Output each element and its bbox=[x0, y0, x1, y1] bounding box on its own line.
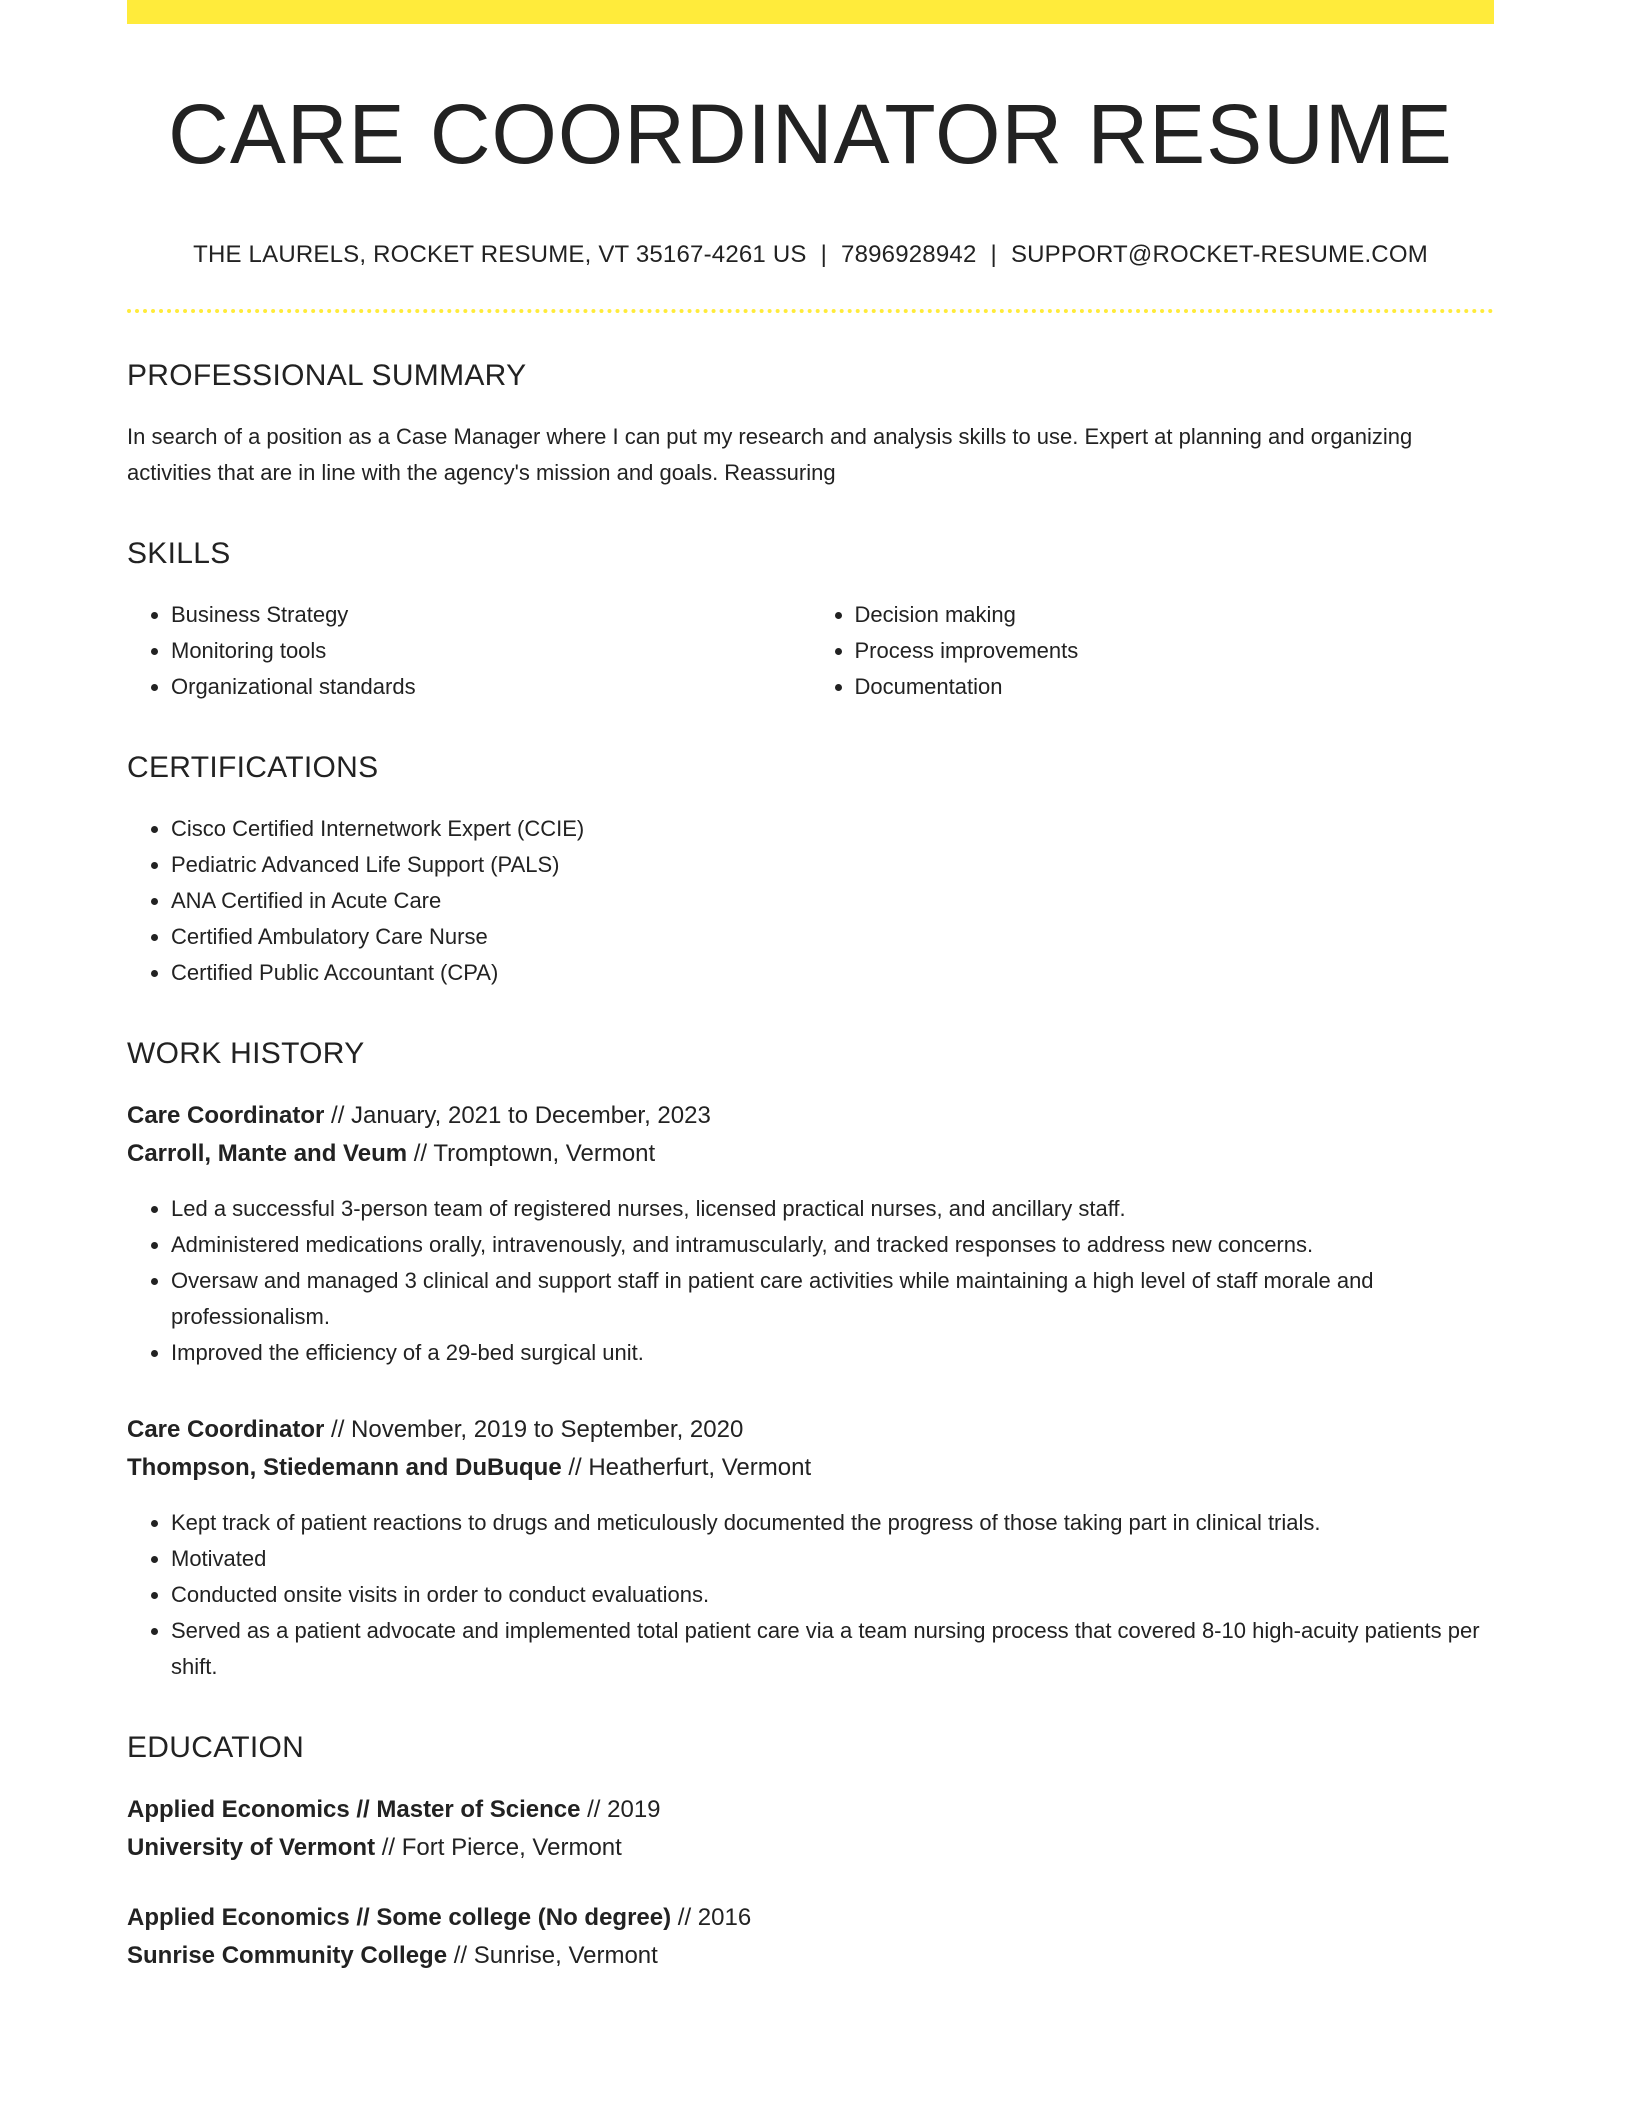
job-company-line bbox=[127, 1449, 1494, 1487]
job-dates: // January, 2021 to December, 2023 bbox=[324, 1101, 711, 1129]
job-title: Care Coordinator bbox=[127, 1415, 325, 1443]
certification-item: • Cisco Certified Internetwork Expert (CCIE) bbox=[171, 811, 1494, 847]
job-title-line bbox=[127, 1411, 1494, 1449]
page-title: CARE COORDINATOR RESUME bbox=[168, 87, 1453, 181]
job-location: // Heatherfurt, Vermont bbox=[561, 1453, 812, 1481]
education-school: University of Vermont bbox=[127, 1833, 376, 1861]
education-entry bbox=[127, 1791, 1494, 1867]
job-bullet: • Served as a patient advocate and implemented total patient care via a team nursing process that covered 8-10 high-acuity patients per shift. bbox=[171, 1613, 1494, 1685]
job-bullet: • Motivated bbox=[171, 1541, 1494, 1577]
contact-separator: | bbox=[820, 240, 828, 268]
certifications-list bbox=[127, 811, 1494, 991]
certifications-section bbox=[127, 751, 1494, 991]
skills-section bbox=[127, 537, 1494, 705]
education-heading: EDUCATION bbox=[127, 1730, 305, 1764]
contact-phone[interactable]: 7896928942 bbox=[841, 240, 977, 268]
skill-item: • Business Strategy bbox=[171, 597, 811, 633]
skill-item: • Decision making bbox=[855, 597, 1495, 633]
education-degree: Applied Economics // Master of Science bbox=[127, 1795, 581, 1823]
contact-email[interactable]: SUPPORT@ROCKET-RESUME.COM bbox=[1010, 240, 1428, 268]
job-bullet: • Kept track of patient reactions to drugs and meticulously documented the progress of those taking part in clinical trials. bbox=[171, 1505, 1494, 1541]
skills-columns bbox=[127, 597, 1494, 705]
education-degree: Applied Economics // Some college (No degree) bbox=[127, 1903, 672, 1931]
education-school: Sunrise Community College bbox=[127, 1941, 448, 1969]
job-bullet: • Administered medications orally, intravenously, and intramuscularly, and tracked responses to address new concerns. bbox=[171, 1227, 1494, 1263]
resume-page bbox=[127, 0, 1494, 1975]
certification-item: • Certified Public Accountant (CPA) bbox=[171, 955, 1494, 991]
education-location: // Sunrise, Vermont bbox=[447, 1941, 658, 1969]
summary-section bbox=[127, 359, 1494, 491]
contact-line bbox=[127, 241, 1494, 269]
summary-heading: PROFESSIONAL SUMMARY bbox=[127, 358, 527, 392]
certification-item: • Pediatric Advanced Life Support (PALS) bbox=[171, 847, 1494, 883]
skills-list-left bbox=[127, 597, 811, 705]
top-accent-bar bbox=[127, 0, 1494, 24]
skill-item: • Process improvements bbox=[855, 633, 1495, 669]
education-year: // 2019 bbox=[580, 1795, 661, 1823]
certification-item: • ANA Certified in Acute Care bbox=[171, 883, 1494, 919]
job-location: // Tromptown, Vermont bbox=[407, 1139, 656, 1167]
job-company: Carroll, Mante and Veum bbox=[127, 1139, 408, 1167]
education-entry bbox=[127, 1899, 1494, 1975]
job-title-line bbox=[127, 1097, 1494, 1135]
work-history-section bbox=[127, 1037, 1494, 1685]
job-entry bbox=[127, 1411, 1494, 1685]
skill-item: • Documentation bbox=[855, 669, 1495, 705]
dotted-divider bbox=[127, 309, 1494, 313]
summary-text: In search of a position as a Case Manager where I can put my research and analysis skills to use. Expert at planning and organizing activities that are in line with the agency's mission and goals. Reassuring bbox=[127, 423, 1413, 485]
job-title: Care Coordinator bbox=[127, 1101, 325, 1129]
education-section bbox=[127, 1731, 1494, 1975]
education-degree-line bbox=[127, 1791, 1494, 1829]
job-bullet: • Conducted onsite visits in order to conduct evaluations. bbox=[171, 1577, 1494, 1613]
job-bullet: • Improved the efficiency of a 29-bed surgical unit. bbox=[171, 1335, 1494, 1371]
job-bullet: • Led a successful 3-person team of registered nurses, licensed practical nurses, and ancillary staff. bbox=[171, 1191, 1494, 1227]
education-school-line bbox=[127, 1829, 1494, 1867]
contact-address: THE LAURELS, ROCKET RESUME, VT 35167-4261 US bbox=[193, 240, 807, 268]
education-year: // 2016 bbox=[671, 1903, 752, 1931]
education-degree-line bbox=[127, 1899, 1494, 1937]
education-school-line bbox=[127, 1937, 1494, 1975]
job-bullets bbox=[127, 1505, 1494, 1685]
skills-list-right bbox=[811, 597, 1495, 705]
job-dates: // November, 2019 to September, 2020 bbox=[324, 1415, 744, 1443]
job-entry bbox=[127, 1097, 1494, 1371]
job-bullets bbox=[127, 1191, 1494, 1371]
certification-item: • Certified Ambulatory Care Nurse bbox=[171, 919, 1494, 955]
contact-separator: | bbox=[990, 240, 997, 268]
skill-item: • Organizational standards bbox=[171, 669, 811, 705]
skill-item: • Monitoring tools bbox=[171, 633, 811, 669]
work-history-heading: WORK HISTORY bbox=[127, 1036, 365, 1070]
skills-heading: SKILLS bbox=[127, 536, 231, 570]
job-company-line bbox=[127, 1135, 1494, 1173]
job-company: Thompson, Stiedemann and DuBuque bbox=[127, 1453, 562, 1481]
certifications-heading: CERTIFICATIONS bbox=[127, 750, 379, 784]
job-bullet: • Oversaw and managed 3 clinical and support staff in patient care activities while maintaining a high level of staff morale and professionalism. bbox=[171, 1263, 1494, 1335]
education-location: // Fort Pierce, Vermont bbox=[375, 1833, 622, 1861]
